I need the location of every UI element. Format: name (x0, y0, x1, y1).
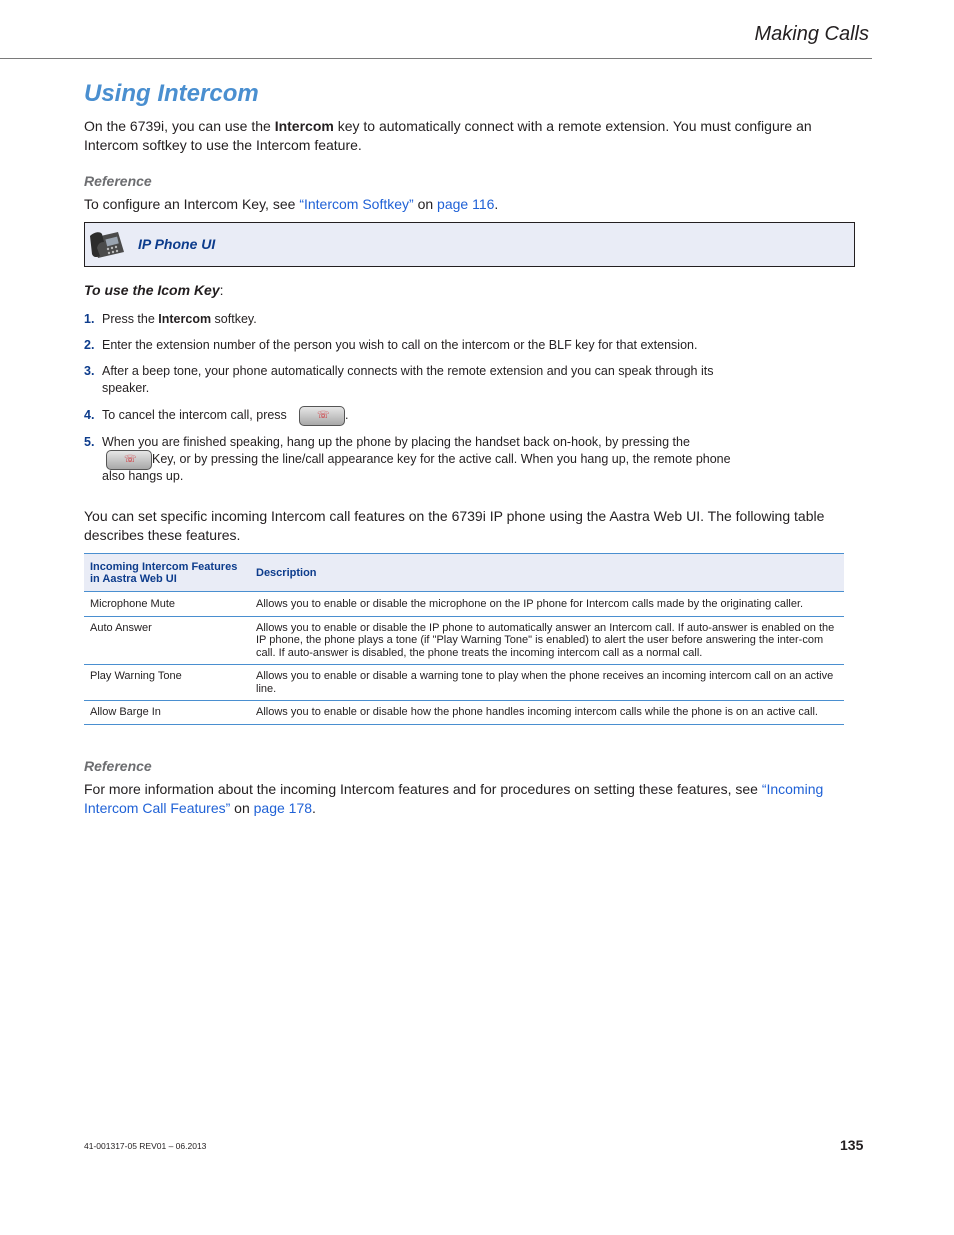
step-text: Press the Intercom softkey. (102, 312, 257, 326)
feature-name: Microphone Mute (84, 592, 250, 617)
step-text: When you are finished speaking, hang up the phone by placing the handset back on-hook, by pressing the (102, 435, 690, 449)
document-id: 41-001317-05 REV01 – 06.2013 (84, 1141, 207, 1151)
page-title: Using Intercom (84, 80, 259, 107)
step-text: Enter the extension number of the person you wish to call on the intercom or the BLF key for that extension. (102, 338, 698, 352)
desk-phone-icon (88, 228, 126, 260)
incoming-intercom-call-features-link[interactable]: “Incoming Intercom Call Features” (84, 781, 824, 816)
intercom-features-table (84, 553, 844, 725)
page-178-link[interactable]: page 178 (253, 800, 313, 816)
hang-up-icon: ☏ (299, 406, 345, 426)
table-row (84, 665, 844, 701)
reference-label: Reference (84, 758, 152, 774)
step-number: 4. (84, 408, 95, 422)
column-header: Incoming Intercom Features in Aastra Web UI (84, 554, 250, 592)
feature-description: Allows you to enable or disable the IP phone to automatically answer an Intercom call. If auto-answer is enabled on the IP phone, the phone plays a tone (if "Play Warning Tone" is enabled) to alert the user before answering the inter-com call. If auto-answer is disabled, the phone treats the incoming intercom call as a normal call. (250, 616, 844, 665)
hang-up-icon: ☏ (106, 450, 152, 470)
procedure-title: To use the Icom Key: (84, 282, 224, 298)
reference-paragraph: To configure an Intercom Key, see “Intercom Softkey” on page 116. (84, 196, 499, 212)
step-text: To cancel the intercom call, press (102, 408, 287, 422)
step-number: 2. (84, 338, 95, 352)
callout-label: IP Phone UI (138, 236, 216, 252)
page-116-link[interactable]: page 116 (437, 196, 495, 212)
intercom-softkey-link[interactable]: “Intercom Softkey” (299, 196, 414, 212)
step-number: 1. (84, 312, 95, 326)
feature-name: Play Warning Tone (84, 665, 250, 701)
header-rule (0, 58, 872, 59)
step-number: 3. (84, 364, 95, 378)
table-intro-paragraph: You can set specific incoming Intercom call features on the 6739i IP phone using the Aastra Web UI. The following table describes these features. (84, 508, 825, 543)
table-row (84, 592, 844, 617)
column-header: Description (250, 554, 844, 592)
feature-description: Allows you to enable or disable a warning tone to play when the phone receives an incoming intercom call on an active line. (250, 665, 844, 701)
table-row (84, 701, 844, 725)
page-number: 135 (840, 1137, 864, 1153)
feature-description: Allows you to enable or disable the microphone on the IP phone for Intercom calls made by the originating caller. (250, 592, 844, 617)
intro-paragraph: On the 6739i, you can use the Intercom key to automatically connect with a remote extension. You must configure an Intercom softkey to use the Intercom feature. (84, 118, 812, 153)
feature-name: Allow Barge In (84, 701, 250, 725)
table-header-row (84, 554, 844, 592)
step-text: Key, or by pressing the line/call appearance key for the active call. When you hang up, the remote phone also hangs up. (102, 452, 731, 483)
running-section-title: Making Calls (754, 23, 869, 45)
reference-paragraph: For more information about the incoming Intercom features and for procedures on setting these features, see “Incoming Intercom Call Features” on page 178. (84, 781, 824, 816)
step-number: 5. (84, 435, 95, 449)
step-text: . (345, 408, 349, 422)
step-text: After a beep tone, your phone automatically connects with the remote extension and you can speak through its speaker. (102, 364, 714, 395)
feature-name: Auto Answer (84, 616, 250, 665)
table-row (84, 616, 844, 665)
reference-label: Reference (84, 173, 152, 189)
feature-description: Allows you to enable or disable how the phone handles incoming intercom calls while the phone is on an active call. (250, 701, 844, 725)
